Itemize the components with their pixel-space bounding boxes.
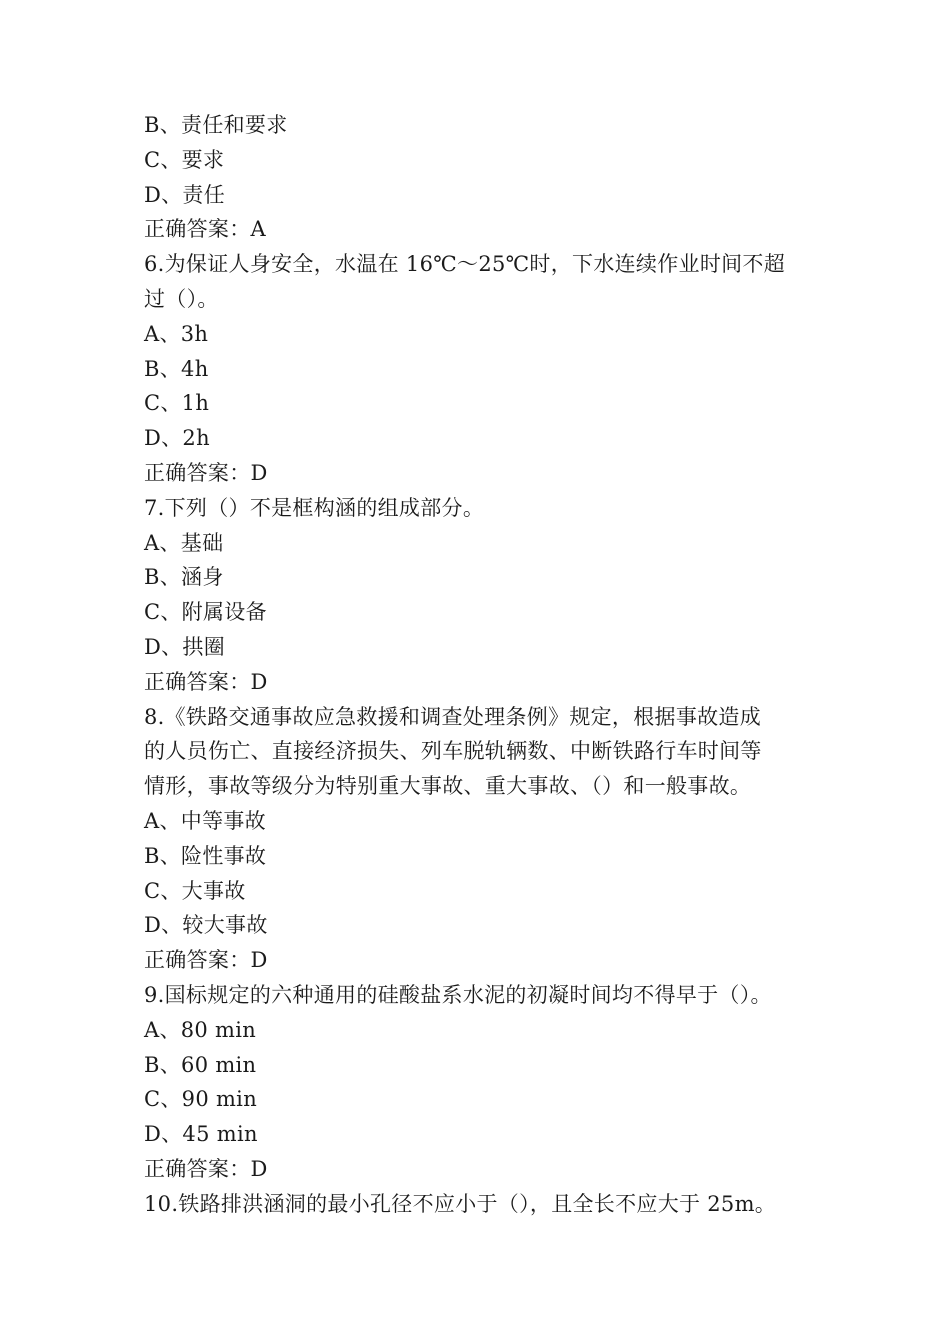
document-body xyxy=(144,108,814,1222)
option-line: D、责任 xyxy=(144,182,226,207)
option-line: B、4h xyxy=(144,356,209,381)
option-line: C、90 min xyxy=(144,1087,258,1112)
option-line: A、基础 xyxy=(144,530,224,555)
question-text: 8.《铁路交通事故应急救援和调查处理条例》规定，根据事故造成 xyxy=(144,704,762,729)
question-text: 情形，事故等级分为特别重大事故、重大事故、（）和一般事故。 xyxy=(144,774,752,799)
option-line: D、较大事故 xyxy=(144,913,268,938)
option-line: C、大事故 xyxy=(144,878,246,903)
option-line: B、险性事故 xyxy=(144,843,267,868)
answer-line: 正确答案：D xyxy=(144,669,268,694)
question-text: 的人员伤亡、直接经济损失、列车脱轨辆数、中断铁路行车时间等 xyxy=(144,739,762,764)
answer-line: 正确答案：A xyxy=(144,217,266,242)
option-line: A、中等事故 xyxy=(144,808,266,833)
answer-line: 正确答案：D xyxy=(144,948,268,973)
question-text: 6.为保证人身安全，水温在 16℃～25℃时，下水连续作业时间不超 xyxy=(144,252,786,277)
question-text: 9.国标规定的六种通用的硅酸盐系水泥的初凝时间均不得早于（）。 xyxy=(144,982,772,1007)
option-line: D、2h xyxy=(144,426,210,451)
option-line: A、3h xyxy=(144,321,209,346)
option-line: B、责任和要求 xyxy=(144,113,288,137)
answer-line: 正确答案：D xyxy=(144,1156,268,1181)
question-text: 7.下列（）不是框构涵的组成部分。 xyxy=(144,495,485,520)
question-text: 10.铁路排洪涵洞的最小孔径不应小于（），且全长不应大于 25m。 xyxy=(144,1191,777,1216)
option-line: C、1h xyxy=(144,391,210,416)
option-line: B、涵身 xyxy=(144,565,224,590)
option-line: D、拱圈 xyxy=(144,634,226,659)
answer-line: 正确答案：D xyxy=(144,460,268,485)
option-line: B、60 min xyxy=(144,1052,257,1077)
option-line: D、45 min xyxy=(144,1122,258,1147)
option-line: A、80 min xyxy=(144,1017,257,1042)
option-line: C、附属设备 xyxy=(144,600,267,625)
question-text: 过（）。 xyxy=(144,286,219,311)
option-line: C、要求 xyxy=(144,147,225,172)
